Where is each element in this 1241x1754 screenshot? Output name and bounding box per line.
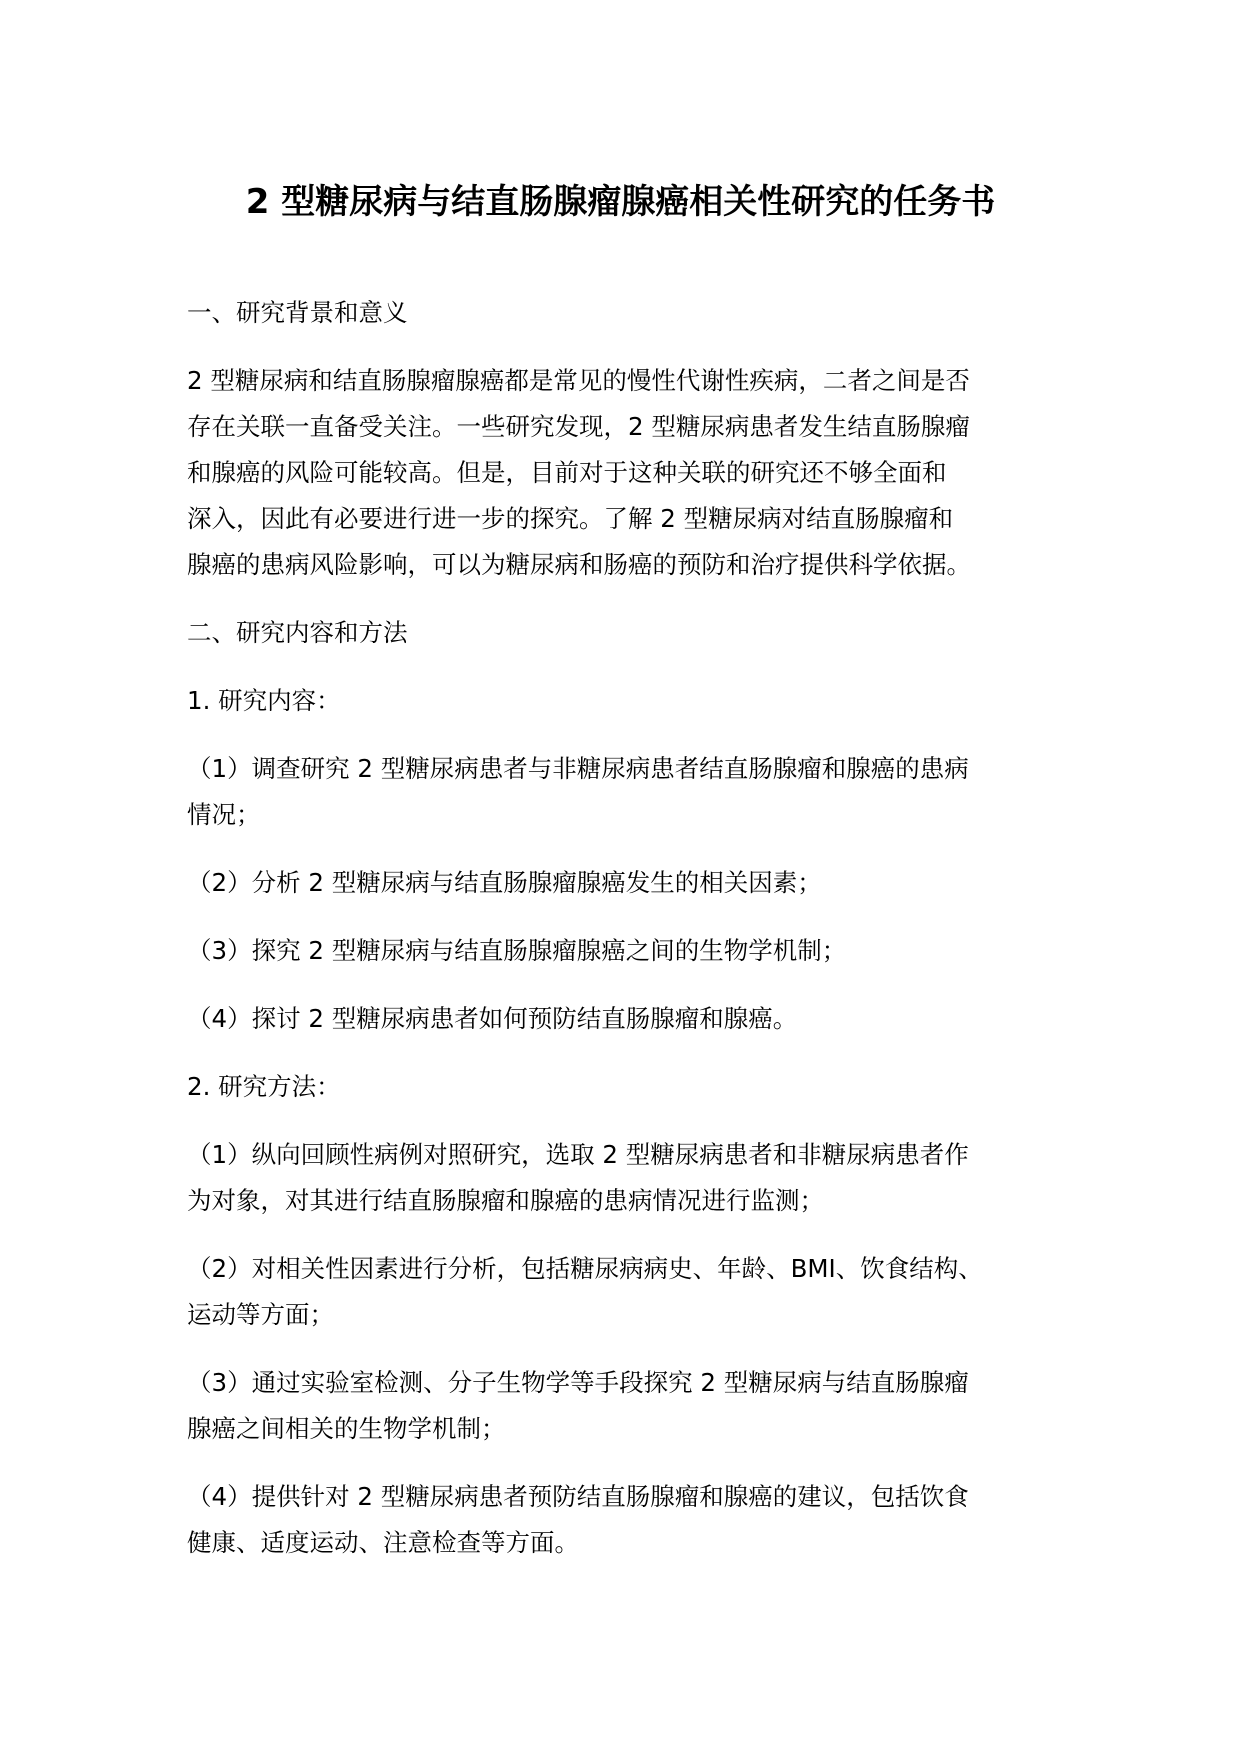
item-line: （1）调查研究 2 型糖尿病患者与非糖尿病患者结直肠腺瘤和腺癌的患病	[187, 754, 969, 783]
item-line: （3）探究 2 型糖尿病与结直肠腺瘤腺癌之间的生物学机制；	[187, 936, 847, 965]
paragraph-line: 深入，因此有必要进行进一步的探究。了解 2 型糖尿病对结直肠腺瘤和	[187, 504, 954, 533]
item-line: 健康、适度运动、注意检查等方面。	[187, 1528, 579, 1557]
method-item-4	[187, 1474, 1077, 1566]
paragraph-line: 2 型糖尿病和结直肠腺瘤腺癌都是常见的慢性代谢性疾病，二者之间是否	[187, 366, 970, 395]
item-line: （4）探讨 2 型糖尿病患者如何预防结直肠腺瘤和腺癌。	[187, 1004, 798, 1033]
item-line: （2）对相关性因素进行分析，包括糖尿病病史、年龄、BMI、饮食结构、	[187, 1254, 983, 1283]
method-item-1	[187, 1132, 1077, 1224]
item-line: （4）提供针对 2 型糖尿病患者预防结直肠腺瘤和腺癌的建议，包括饮食	[187, 1482, 969, 1511]
item-line: 腺癌之间相关的生物学机制；	[187, 1414, 506, 1443]
document-title: 2 型糖尿病与结直肠腺瘤腺癌相关性研究的任务书	[245, 182, 996, 222]
paragraph-line: 存在关联一直备受关注。一些研究发现，2 型糖尿病患者发生结直肠腺瘤	[187, 412, 970, 441]
section-heading-content-method: 二、研究内容和方法	[187, 618, 408, 647]
content-item-1	[187, 746, 1077, 838]
content-item-2	[187, 860, 1077, 906]
background-paragraph	[187, 358, 1077, 588]
content-item-4	[187, 996, 1077, 1042]
subheading-research-content: 1. 研究内容：	[187, 686, 341, 715]
item-line: （1）纵向回顾性病例对照研究，选取 2 型糖尿病患者和非糖尿病患者作	[187, 1140, 969, 1169]
content-item-3	[187, 928, 1077, 974]
item-line: （3）通过实验室检测、分子生物学等手段探究 2 型糖尿病与结直肠腺瘤	[187, 1368, 969, 1397]
item-line: （2）分析 2 型糖尿病与结直肠腺瘤腺癌发生的相关因素；	[187, 868, 822, 897]
method-item-2	[187, 1246, 1077, 1338]
item-line: 情况；	[187, 800, 261, 829]
paragraph-line: 腺癌的患病风险影响，可以为糖尿病和肠癌的预防和治疗提供科学依据。	[187, 550, 971, 579]
item-line: 运动等方面；	[187, 1300, 334, 1329]
method-item-3	[187, 1360, 1077, 1452]
section-heading-background: 一、研究背景和意义	[187, 298, 408, 327]
subheading-research-method: 2. 研究方法：	[187, 1072, 341, 1101]
document-body	[187, 290, 1077, 1588]
paragraph-line: 和腺癌的风险可能较高。但是，目前对于这种关联的研究还不够全面和	[187, 458, 947, 487]
item-line: 为对象，对其进行结直肠腺瘤和腺癌的患病情况进行监测；	[187, 1186, 824, 1215]
